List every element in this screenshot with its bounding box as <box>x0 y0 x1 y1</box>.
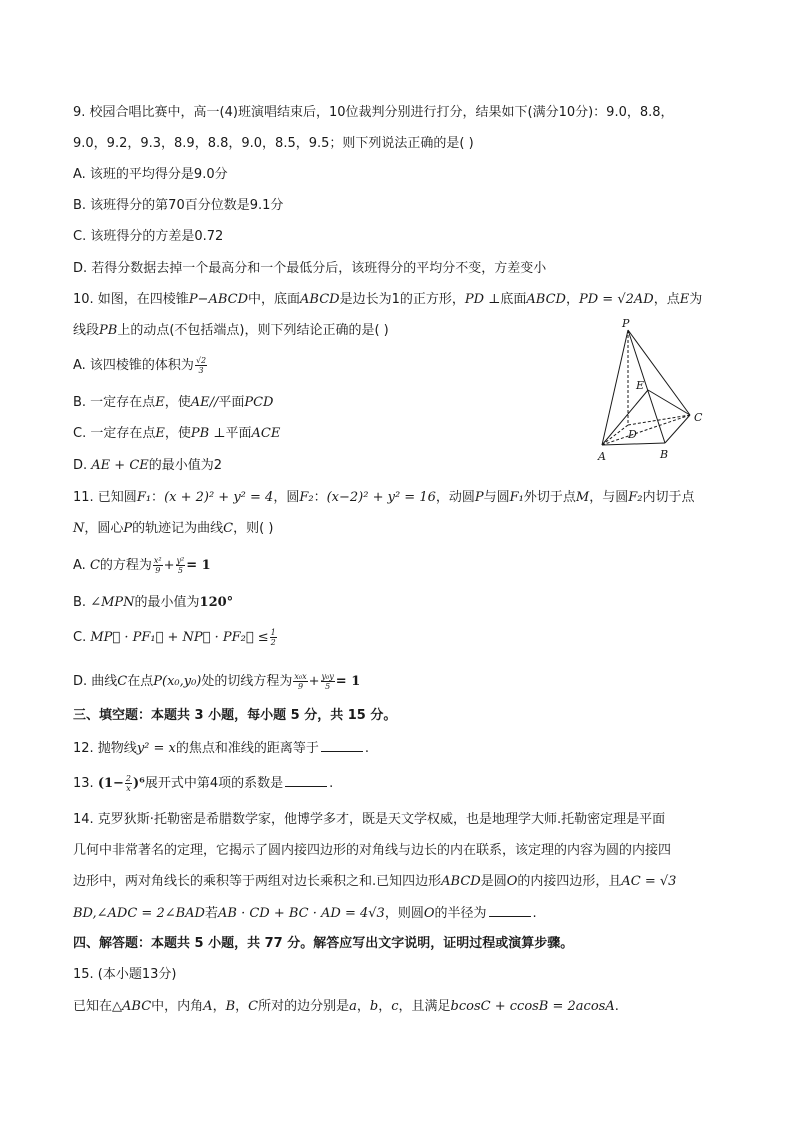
q15-stem-line1: 已知在△ABC中，内角A，B，C所对的边分别是a，b，c，且满足bcosC + ccosB = 2acosA. <box>73 999 619 1014</box>
fraction: $\frac{1}{2}$ <box>270 628 276 647</box>
label-a: A <box>598 450 606 463</box>
edge-pa <box>602 330 628 445</box>
q10-option-a: A. 该四棱锥的体积为 $\frac{√2}{3}$ <box>73 356 207 375</box>
q14-stem-line1: 14. 克罗狄斯·托勒密是希腊数学家，他博学多才，既是天文学权威，也是地理学大师.托勒密定理是平面 <box>73 812 666 827</box>
answer-blank <box>285 774 327 787</box>
edge-bc <box>665 415 690 443</box>
q10-option-b: B. 一定存在点E，使AE//平面PCD <box>73 395 274 410</box>
label-p: P <box>622 317 630 330</box>
answer-blank <box>321 739 363 752</box>
q14-stem-line4: BD,∠ADC = 2∠BAD若AB · CD + BC · AD = 4√3，则圆O的半径为 . <box>73 906 537 921</box>
fraction: $\frac{\text{y₀y}}{5}$ <box>321 672 334 691</box>
q9-option-d: D. 若得分数据去掉一个最高分和一个最低分后，该班得分的平均分不变，方差变小 <box>73 261 547 276</box>
edge-ae <box>602 390 648 445</box>
fraction: $\frac{2}{x}$ <box>125 774 131 793</box>
q11-stem-line1: 11. 已知圆F₁：(x + 2)² + y² = 4，圆F₂：(x−2)² + y² = 16，动圆P与圆F₁外切于点M，与圆F₂内切于点 <box>73 490 695 505</box>
q14-stem-line3: 边形中，两对角线长的乘积等于两组对边长乘积之和.已知四边形ABCD是圆O的内接四边形，且AC = √3 <box>73 874 677 889</box>
pyramid-figure <box>590 315 720 465</box>
q13-stem: 13. (1− $\frac{2}{x}$ )⁶展开式中第4项的系数是 . <box>73 774 334 793</box>
label-e: E <box>636 379 645 392</box>
fraction: $\frac{√2}{3}$ <box>195 356 207 375</box>
section-3-heading: 三、填空题：本题共 3 小题，每小题 5 分，共 15 分。 <box>73 708 397 723</box>
edge-ab <box>602 443 665 445</box>
q9-option-a: A. 该班的平均得分是9.0分 <box>73 167 228 182</box>
edge-pb <box>628 330 665 443</box>
q10-stem-line2: 线段PB上的动点(不包括端点)，则下列结论正确的是( ) <box>73 323 389 338</box>
q10-option-c: C. 一定存在点E，使PB ⊥平面ACE <box>73 426 281 441</box>
q9-stem-line1: 9. 校园合唱比赛中，高一(4)班演唱结束后，10位裁判分别进行打分，结果如下(满分10分)：9.0，8.8， <box>73 105 674 120</box>
label-b: B <box>660 448 669 461</box>
q11-option-c: C. MP⃗ · PF₁⃗ + NP⃗ · PF₂⃗ ≤ $\frac{1}{2}$ <box>73 628 276 647</box>
label-c: C <box>694 411 703 424</box>
q9-stem-line2: 9.0，9.2，9.3，8.9，8.8，9.0，8.5，9.5；则下列说法正确的是( ) <box>73 136 474 151</box>
fraction: $\frac{\text{x²}}{9}$ <box>153 556 162 575</box>
q11-option-a: A. C的方程为 $\frac{\text{x²}}{9}$ + $\frac{\text{y²}}{5}$ = 1 <box>73 556 211 575</box>
q10-stem-line1: 10. 如图，在四棱锥P−ABCD中，底面ABCD是边长为1的正方形，PD ⊥底面ABCD，PD = √2AD，点E为 <box>73 292 703 307</box>
q12-stem: 12. 抛物线y² = x的焦点和准线的距离等于 . <box>73 741 370 756</box>
q11-stem-line2: N，圆心P的轨迹记为曲线C，则( ) <box>73 521 274 536</box>
fraction: $\frac{\text{x₀x}}{9}$ <box>294 672 307 691</box>
answer-blank <box>489 904 531 917</box>
q14-stem-line2: 几何中非常著名的定理，它揭示了圆内接四边形的对角线与边长的内在联系，该定理的内容为圆的内接四 <box>73 843 672 858</box>
q9-option-c: C. 该班得分的方差是0.72 <box>73 229 224 244</box>
q11-option-d: D. 曲线C在点P(x₀,y₀)处的切线方程为 $\frac{\text{x₀x}}{9}$ + $\frac{\text{y₀y}}{5}$ = 1 <box>73 672 361 691</box>
fraction: $\frac{\text{y²}}{5}$ <box>176 556 185 575</box>
q10-option-d: D. AE + CE的最小值为2 <box>73 458 223 473</box>
q15-heading: 15. (本小题13分) <box>73 967 177 982</box>
q9-option-b: B. 该班得分的第70百分位数是9.1分 <box>73 198 284 213</box>
section-4-heading: 四、解答题：本题共 5 小题，共 77 分。解答应写出文字说明，证明过程或演算步骤。 <box>73 936 574 951</box>
label-d: D <box>628 428 637 441</box>
q11-option-b: B. ∠MPN的最小值为120° <box>73 595 234 610</box>
